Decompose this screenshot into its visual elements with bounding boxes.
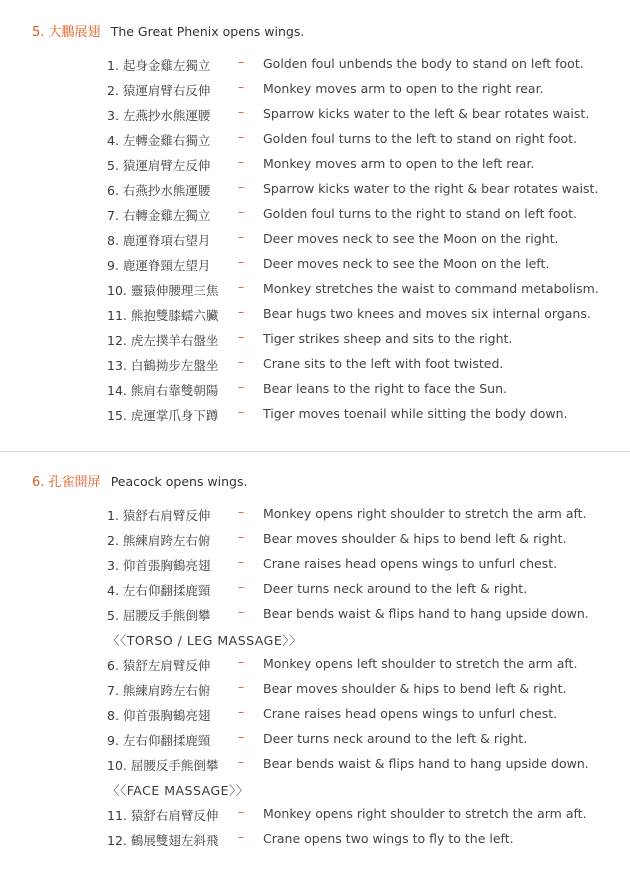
movement-description-en: Tiger moves toenail while sitting the body down. <box>263 406 568 421</box>
movement-description-en: Golden foul turns to the right to stand on left foot. <box>263 206 578 221</box>
movement-name-cn: 14. 熊肩右靠雙朝陽 <box>107 383 219 398</box>
movement-name-cn: 10. 屈腰反手熊倒攀 <box>107 758 219 773</box>
movement-description-en: Monkey moves arm to open to the right rear. <box>263 81 544 96</box>
movement-name-cn: 11. 熊抱雙膝蠕六臟 <box>107 308 219 323</box>
movement-name-cn: 8. 仰首張胸鶴亮翅 <box>107 708 211 723</box>
separator-dash: – <box>238 379 245 394</box>
separator-dash: – <box>238 279 245 294</box>
movement-description-en: Golden foul turns to the left to stand on right foot. <box>263 131 578 146</box>
movement-name-cn: 6. 猿舒左肩臂反伸 <box>107 658 211 673</box>
list-item <box>107 302 627 327</box>
separator-dash: – <box>238 129 245 144</box>
movement-description-en: Crane sits to the left with foot twisted. <box>263 356 504 371</box>
separator-dash: – <box>238 104 245 119</box>
list-item <box>107 402 627 427</box>
movement-description-en: Monkey opens left shoulder to stretch the arm aft. <box>263 656 578 671</box>
movement-description-en: Golden foul unbends the body to stand on left foot. <box>263 56 584 71</box>
movement-name-cn: 5. 屈腰反手熊倒攀 <box>107 608 211 623</box>
movement-name-cn: 7. 右轉金雞左獨立 <box>107 208 211 223</box>
list-item <box>107 802 627 827</box>
separator-dash: – <box>238 504 245 519</box>
movement-name-cn: 5. 猿運肩臂左反伸 <box>107 158 211 173</box>
movement-description-en: Bear hugs two knees and moves six internal organs. <box>263 306 591 321</box>
list-item <box>107 127 627 152</box>
movement-name-cn: 3. 左燕抄水熊運腰 <box>107 108 211 123</box>
list-item <box>107 177 627 202</box>
separator-dash: – <box>238 554 245 569</box>
separator-dash: – <box>238 329 245 344</box>
list-item <box>107 152 627 177</box>
list-item <box>107 502 627 527</box>
separator-dash: – <box>238 704 245 719</box>
section-heading <box>32 21 304 40</box>
separator-dash: – <box>238 804 245 819</box>
movement-description-en: Deer moves neck to see the Moon on the right. <box>263 231 559 246</box>
movement-name-cn: 11. 猿舒右肩臂反伸 <box>107 808 219 823</box>
movement-description-en: Monkey opens right shoulder to stretch the arm aft. <box>263 806 587 821</box>
list-item <box>107 702 627 727</box>
separator-dash: – <box>238 204 245 219</box>
subheading-label: 〈〈TORSO / LEG MASSAGE〉〉 <box>107 633 302 648</box>
separator-dash: – <box>238 254 245 269</box>
list-item <box>107 602 627 627</box>
movement-name-cn: 4. 左轉金雞右獨立 <box>107 133 211 148</box>
separator-dash: – <box>238 579 245 594</box>
section-number: 6. <box>32 475 45 490</box>
movement-description-en: Crane raises head opens wings to unfurl chest. <box>263 556 558 571</box>
list-item <box>107 577 627 602</box>
list-item <box>107 752 627 777</box>
movement-description-en: Bear bends waist & flips hand to hang upside down. <box>263 756 589 771</box>
list-item <box>107 377 627 402</box>
movement-list <box>107 502 627 852</box>
movement-description-en: Bear leans to the right to face the Sun. <box>263 381 507 396</box>
subheading <box>107 627 627 652</box>
movement-name-cn: 4. 左右仰翻揉鹿頸 <box>107 583 211 598</box>
list-item <box>107 252 627 277</box>
list-item <box>107 77 627 102</box>
separator-dash: – <box>238 604 245 619</box>
movement-name-cn: 9. 左右仰翻揉鹿頸 <box>107 733 211 748</box>
movement-description-en: Crane opens two wings to fly to the left. <box>263 831 514 846</box>
separator-dash: – <box>238 354 245 369</box>
list-item <box>107 52 627 77</box>
movement-list <box>107 52 627 427</box>
movement-name-cn: 13. 白鶴拗步左盤坐 <box>107 358 219 373</box>
list-item <box>107 202 627 227</box>
movement-description-en: Bear moves shoulder & hips to bend left & right. <box>263 681 567 696</box>
movement-name-cn: 15. 虎運掌爪身下蹲 <box>107 408 219 423</box>
section-number: 5. <box>32 25 45 40</box>
section-divider <box>0 451 630 452</box>
movement-description-en: Bear moves shoulder & hips to bend left & right. <box>263 531 567 546</box>
separator-dash: – <box>238 829 245 844</box>
movement-description-en: Sparrow kicks water to the left & bear rotates waist. <box>263 106 590 121</box>
separator-dash: – <box>238 529 245 544</box>
movement-description-en: Tiger strikes sheep and sits to the right. <box>263 331 513 346</box>
list-item <box>107 352 627 377</box>
movement-name-cn: 9. 鹿運脊頸左望月 <box>107 258 211 273</box>
movement-name-cn: 10. 靈猿伸腰理三焦 <box>107 283 219 298</box>
list-item <box>107 677 627 702</box>
separator-dash: – <box>238 229 245 244</box>
separator-dash: – <box>238 754 245 769</box>
list-item <box>107 227 627 252</box>
separator-dash: – <box>238 654 245 669</box>
separator-dash: – <box>238 679 245 694</box>
movement-description-en: Monkey moves arm to open to the left rear. <box>263 156 535 171</box>
movement-description-en: Monkey stretches the waist to command metabolism. <box>263 281 599 296</box>
list-item <box>107 527 627 552</box>
movement-name-cn: 1. 起身金雞左獨立 <box>107 58 211 73</box>
movement-description-en: Bear bends waist & flips hand to hang upside down. <box>263 606 589 621</box>
movement-name-cn: 2. 熊練肩跨左右俯 <box>107 533 211 548</box>
separator-dash: – <box>238 179 245 194</box>
movement-name-cn: 2. 猿運肩臂右反伸 <box>107 83 211 98</box>
separator-dash: – <box>238 54 245 69</box>
movement-description-en: Deer moves neck to see the Moon on the left. <box>263 256 550 271</box>
section-heading <box>32 471 247 490</box>
movement-name-cn: 8. 鹿運脊項右望月 <box>107 233 211 248</box>
separator-dash: – <box>238 79 245 94</box>
movement-name-cn: 12. 虎左撲羊右盤坐 <box>107 333 219 348</box>
movement-name-cn: 3. 仰首張胸鶴亮翅 <box>107 558 211 573</box>
section-title-cn: 大鵬展翅 <box>48 25 101 40</box>
list-item <box>107 327 627 352</box>
movement-description-en: Crane raises head opens wings to unfurl chest. <box>263 706 558 721</box>
separator-dash: – <box>238 729 245 744</box>
subheading <box>107 777 627 802</box>
section-title-en: Peacock opens wings. <box>110 474 248 489</box>
list-item <box>107 727 627 752</box>
list-item <box>107 277 627 302</box>
movement-name-cn: 1. 猿舒右肩臂反伸 <box>107 508 211 523</box>
movement-description-en: Deer turns neck around to the left & right. <box>263 581 528 596</box>
movement-name-cn: 7. 熊練肩跨左右俯 <box>107 683 211 698</box>
subheading-label: 〈〈FACE MASSAGE〉〉 <box>107 783 249 798</box>
movement-name-cn: 6. 右燕抄水熊運腰 <box>107 183 211 198</box>
separator-dash: – <box>238 154 245 169</box>
movement-description-en: Sparrow kicks water to the right & bear rotates waist. <box>263 181 599 196</box>
movement-name-cn: 12. 鶴展雙翅左斜飛 <box>107 833 219 848</box>
movement-description-en: Deer turns neck around to the left & right. <box>263 731 528 746</box>
separator-dash: – <box>238 304 245 319</box>
list-item <box>107 552 627 577</box>
list-item <box>107 102 627 127</box>
movement-description-en: Monkey opens right shoulder to stretch the arm aft. <box>263 506 587 521</box>
list-item <box>107 652 627 677</box>
section-title-cn: 孔雀開屏 <box>48 475 101 490</box>
separator-dash: – <box>238 404 245 419</box>
section-title-en: The Great Phenix opens wings. <box>110 24 305 39</box>
list-item <box>107 827 627 852</box>
